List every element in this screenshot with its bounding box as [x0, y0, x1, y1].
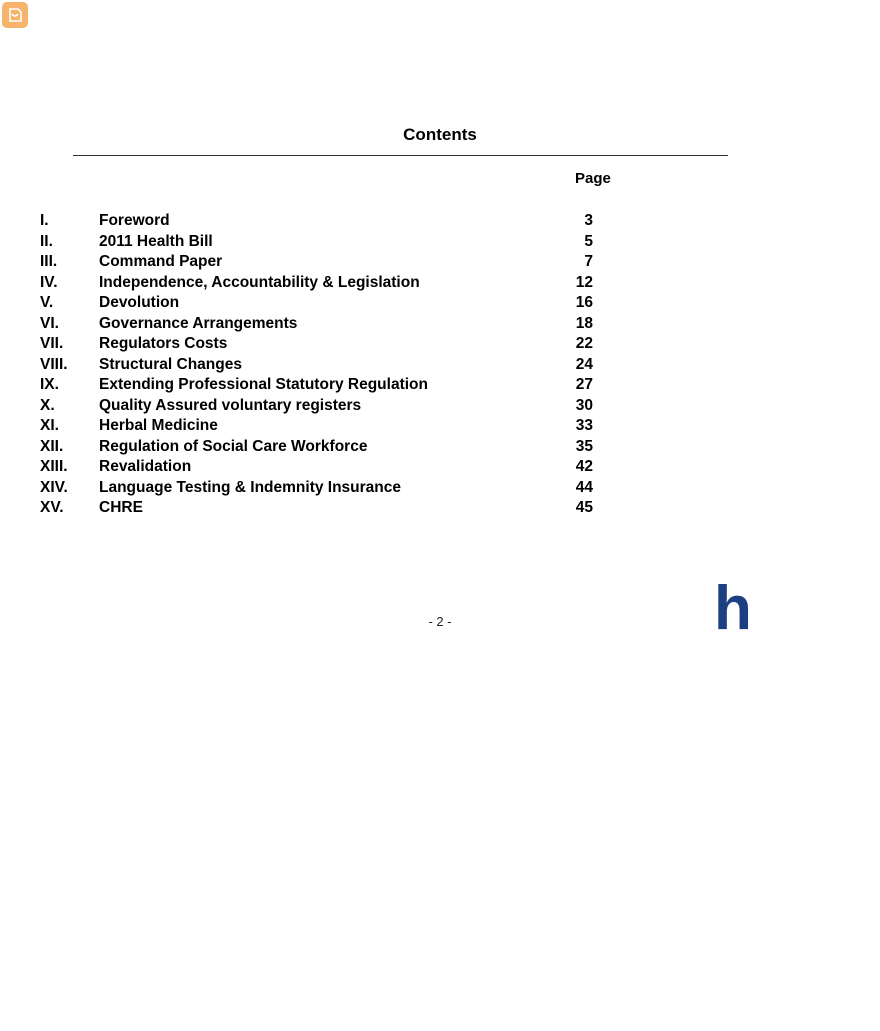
- toc-row[interactable]: [40, 334, 728, 355]
- toc-row[interactable]: [40, 478, 728, 499]
- toc-page: 3: [584, 212, 593, 229]
- toc-page: 35: [575, 437, 593, 455]
- toc-row[interactable]: [40, 498, 728, 519]
- toc-row[interactable]: [40, 273, 728, 294]
- toc-title: Command Paper: [99, 253, 223, 270]
- toc-title: Revalidation: [99, 458, 192, 475]
- toc-title: Regulation of Social Care Workforce: [99, 437, 368, 455]
- toc-number: XIII.: [40, 458, 68, 475]
- toc-row[interactable]: [40, 314, 728, 335]
- toc-page: 27: [575, 376, 593, 393]
- toc-row[interactable]: [40, 457, 728, 478]
- toc-page: 7: [584, 253, 593, 270]
- toc-number: III.: [40, 253, 58, 270]
- toc-title: Herbal Medicine: [99, 417, 218, 434]
- toc-title: Governance Arrangements: [99, 314, 298, 332]
- page-number-footer: - 2 -: [428, 614, 452, 629]
- toc-page: 16: [575, 294, 593, 311]
- toc-page: 45: [575, 499, 593, 516]
- toc-row[interactable]: [40, 293, 728, 314]
- title-divider: [73, 155, 728, 156]
- toc-number: XI.: [40, 417, 59, 434]
- toc-row[interactable]: [40, 416, 728, 437]
- toc-row[interactable]: [40, 232, 728, 253]
- toc-number: VI.: [40, 314, 59, 332]
- toc-title: Regulators Costs: [99, 335, 228, 352]
- toc-row[interactable]: [40, 437, 728, 458]
- toc-number: IX.: [40, 376, 59, 393]
- toc-number: VII.: [40, 335, 64, 352]
- toc-number: VIII.: [40, 355, 68, 373]
- table-of-contents: [40, 211, 728, 519]
- toc-page: 5: [584, 232, 593, 250]
- toc-title: Quality Assured voluntary registers: [99, 396, 362, 414]
- toc-row[interactable]: [40, 375, 728, 396]
- toc-title: CHRE: [99, 499, 143, 516]
- toc-number: XIV.: [40, 478, 68, 496]
- toc-page: 30: [575, 396, 593, 414]
- toc-page: 22: [575, 335, 593, 352]
- document-viewer-icon[interactable]: [2, 2, 28, 28]
- page-column-header: Page: [575, 170, 611, 187]
- page-title: Contents: [403, 125, 477, 144]
- toc-number: XII.: [40, 437, 64, 455]
- toc-title: Independence, Accountability & Legislation: [99, 273, 420, 291]
- toc-number: II.: [40, 232, 53, 250]
- toc-page: 24: [575, 355, 593, 373]
- toc-page: 12: [575, 273, 593, 291]
- brand-logo-fragment: h: [714, 574, 752, 643]
- toc-title: Language Testing & Indemnity Insurance: [99, 478, 402, 496]
- toc-title: 2011 Health Bill: [99, 232, 213, 250]
- toc-title: Foreword: [99, 212, 170, 229]
- toc-number: X.: [40, 396, 55, 414]
- toc-title: Structural Changes: [99, 355, 242, 373]
- toc-row[interactable]: [40, 211, 728, 232]
- toc-page: 42: [575, 458, 593, 475]
- toc-row[interactable]: [40, 252, 728, 273]
- toc-page: 44: [575, 478, 593, 496]
- toc-page: 33: [575, 417, 593, 434]
- toc-number: I.: [40, 212, 49, 229]
- toc-page: 18: [575, 314, 593, 332]
- toc-row[interactable]: [40, 396, 728, 417]
- toc-title: Extending Professional Statutory Regulation: [99, 376, 428, 393]
- toc-number: V.: [40, 294, 54, 311]
- toc-row[interactable]: [40, 355, 728, 376]
- toc-title: Devolution: [99, 294, 180, 311]
- toc-number: XV.: [40, 499, 64, 516]
- toc-number: IV.: [40, 273, 58, 291]
